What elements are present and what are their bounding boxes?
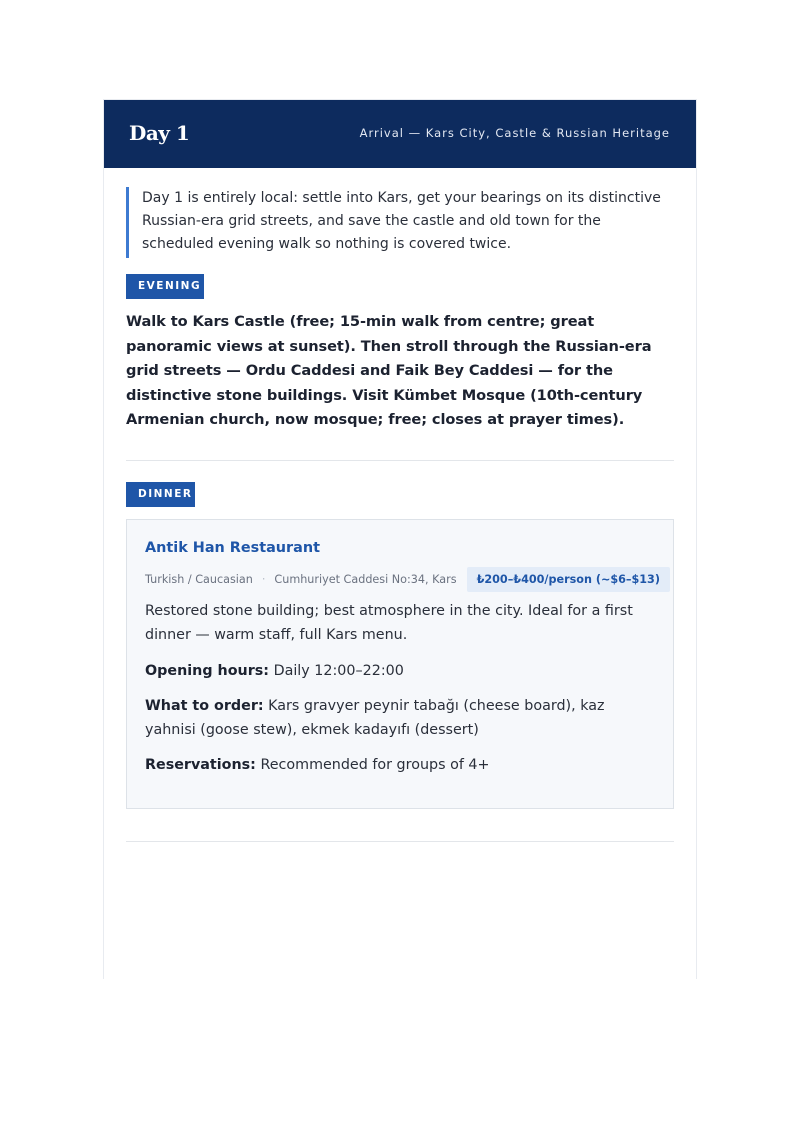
day-header [104, 100, 696, 168]
restaurant-meta [145, 566, 670, 592]
what-to-order-label: What to order: [145, 698, 264, 714]
day-title: Day 1 [129, 121, 190, 145]
reservations-value: Recommended for groups of 4+ [260, 757, 490, 773]
intro-note: Day 1 is entirely local: settle into Kars, get your bearings on its distinctive Russian-era grid streets, and save the castle and old town for the scheduled evening walk so nothing is covered twice. [126, 187, 666, 258]
reservations-label: Reservations: [145, 757, 256, 773]
dinner-label: DINNER [126, 482, 195, 507]
restaurant-cuisine: Turkish / Caucasian [145, 572, 253, 586]
restaurant-description: Restored stone building; best atmosphere in the city. Ideal for a first dinner — warm staff, full Kars menu. [145, 603, 633, 643]
meta-separator: · [261, 572, 266, 586]
what-to-order-value: Kars gravyer peynir tabağı (cheese board), kaz yahnisi (goose stew), ekmek kadayıfı (dessert) [145, 698, 605, 738]
restaurant-address: Cumhuriyet Caddesi No:34, Kars [274, 572, 457, 586]
evening-label: EVENING [126, 274, 204, 299]
section-divider-bottom [126, 841, 674, 842]
evening-description: Walk to Kars Castle (free; 15-min walk from centre; great panoramic views at sunset). Then stroll through the Russian-era grid streets — Ordu Caddesi and Faik Bey Caddesi — for the distinctive stone buildings. Visit Kümbet Mosque (10th-century Armenian church, now mosque; free; closes at prayer times). [126, 313, 652, 428]
section-divider [126, 460, 674, 461]
reservations [145, 754, 645, 778]
day-subtitle: Arrival — Kars City, Castle & Russian Heritage [359, 126, 670, 140]
opening-hours-value: Daily 12:00–22:00 [273, 663, 404, 679]
what-to-order [145, 695, 645, 742]
restaurant-name[interactable]: Antik Han Restaurant [145, 540, 320, 556]
restaurant-card [126, 519, 674, 809]
opening-hours-label: Opening hours: [145, 663, 270, 679]
day-card [103, 99, 697, 979]
opening-hours [145, 660, 645, 684]
price-badge: ₺200–₺400/person (~$6–$13) [467, 567, 670, 592]
